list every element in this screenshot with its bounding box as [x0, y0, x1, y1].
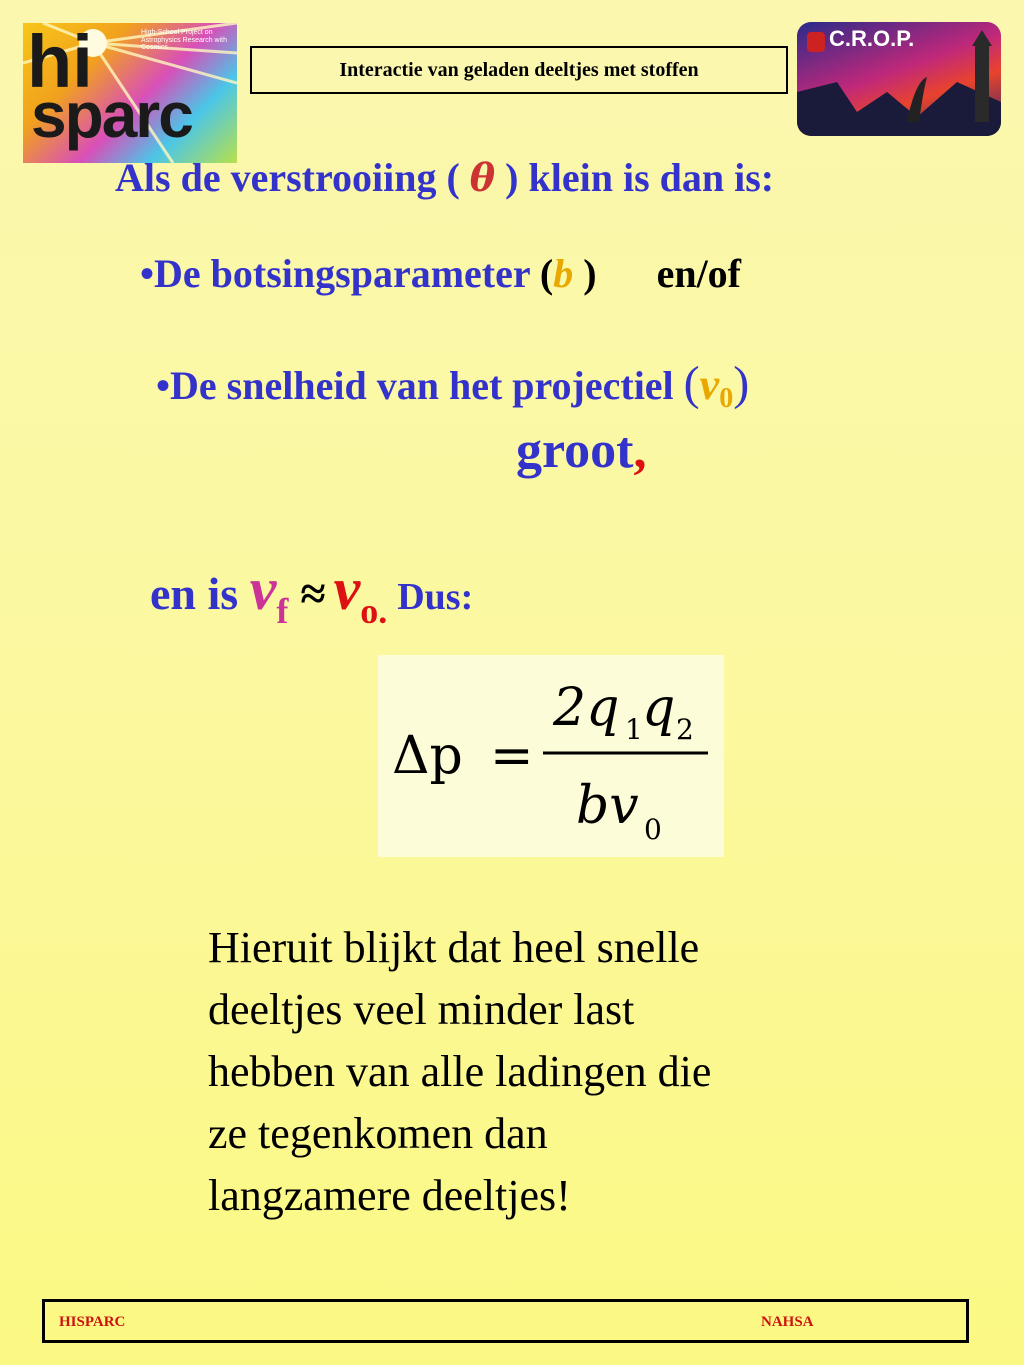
paragraph-line: ze tegenkomen dan — [208, 1109, 548, 1158]
formula-numerator: 2q — [553, 678, 620, 738]
formula-graphic — [378, 655, 724, 857]
groot-comma: , — [633, 422, 647, 479]
bullet-marker: • — [140, 251, 155, 296]
dus-text: Dus: — [397, 576, 474, 618]
formula-den-subscript: 0 — [644, 813, 662, 846]
footer-right-text: NAHSA — [761, 1314, 814, 1330]
close-paren: ) — [733, 357, 750, 410]
bullet-impact-parameter — [140, 250, 741, 297]
logo-hi-text: hi — [27, 23, 93, 103]
var-b: b — [553, 251, 574, 296]
formula-denominator: bv — [576, 776, 639, 836]
paragraph-line: Hieruit blijkt dat heel snelle — [208, 923, 700, 972]
formula-q1-subscript: 1 — [625, 713, 643, 746]
logo-subtitle: High-School Project on Astrophysics Research with Cosmics — [141, 29, 227, 52]
condition-after-text: ) klein is dan is: — [495, 155, 775, 200]
bullet-marker: • — [156, 363, 171, 408]
open-paren: ( — [539, 251, 554, 296]
crop-logo — [797, 22, 1001, 136]
bullet-text: De botsingsparameter — [154, 251, 540, 296]
crop-logo-text: C.R.O.P. — [829, 26, 915, 51]
hisparc-logo — [23, 23, 237, 163]
en-of-text: en/of — [656, 251, 741, 296]
formula-q2-subscript: 2 — [676, 713, 694, 746]
close-paren: ) — [573, 251, 597, 296]
paragraph-line: hebben van alle ladingen die — [208, 1047, 712, 1096]
footer-left-text: HISPARC — [59, 1314, 126, 1330]
bullet-text: De snelheid van het projectiel — [170, 363, 684, 408]
theta-symbol: θ — [469, 155, 496, 200]
momentum-formula — [378, 655, 724, 857]
var-vf: v — [249, 556, 277, 622]
var-v-subscript: 0 — [719, 383, 734, 414]
condition-before-text: Als de verstrooiing ( — [115, 155, 470, 200]
var-vf-subscript: f — [276, 591, 289, 631]
en-is-text: en is — [150, 568, 250, 619]
logo-sparc-text: sparc — [31, 79, 192, 151]
var-v: v — [699, 360, 720, 409]
slide-header: Interactie van geladen deeltjes met stoffen — [250, 46, 788, 94]
formula-lhs: Δp — [392, 726, 463, 786]
formula-equals: = — [490, 726, 534, 786]
conclusion-paragraph — [208, 917, 848, 1227]
approx-symbol: ≈ — [300, 568, 326, 619]
groot-text: groot — [516, 422, 634, 479]
var-vo-subscript: o. — [360, 591, 388, 631]
formula-q2: q — [642, 678, 676, 738]
scattering-condition-line — [115, 154, 774, 201]
paragraph-line: deeltjes veel minder last — [208, 985, 635, 1034]
slide-footer — [42, 1299, 969, 1343]
bullet-projectile-speed — [156, 356, 749, 415]
velocity-approximation-line — [150, 555, 473, 632]
var-vo: v — [333, 556, 361, 622]
paragraph-line: langzamere deeltjes! — [208, 1171, 571, 1220]
open-paren: ( — [683, 357, 700, 410]
groot-word — [516, 421, 646, 480]
